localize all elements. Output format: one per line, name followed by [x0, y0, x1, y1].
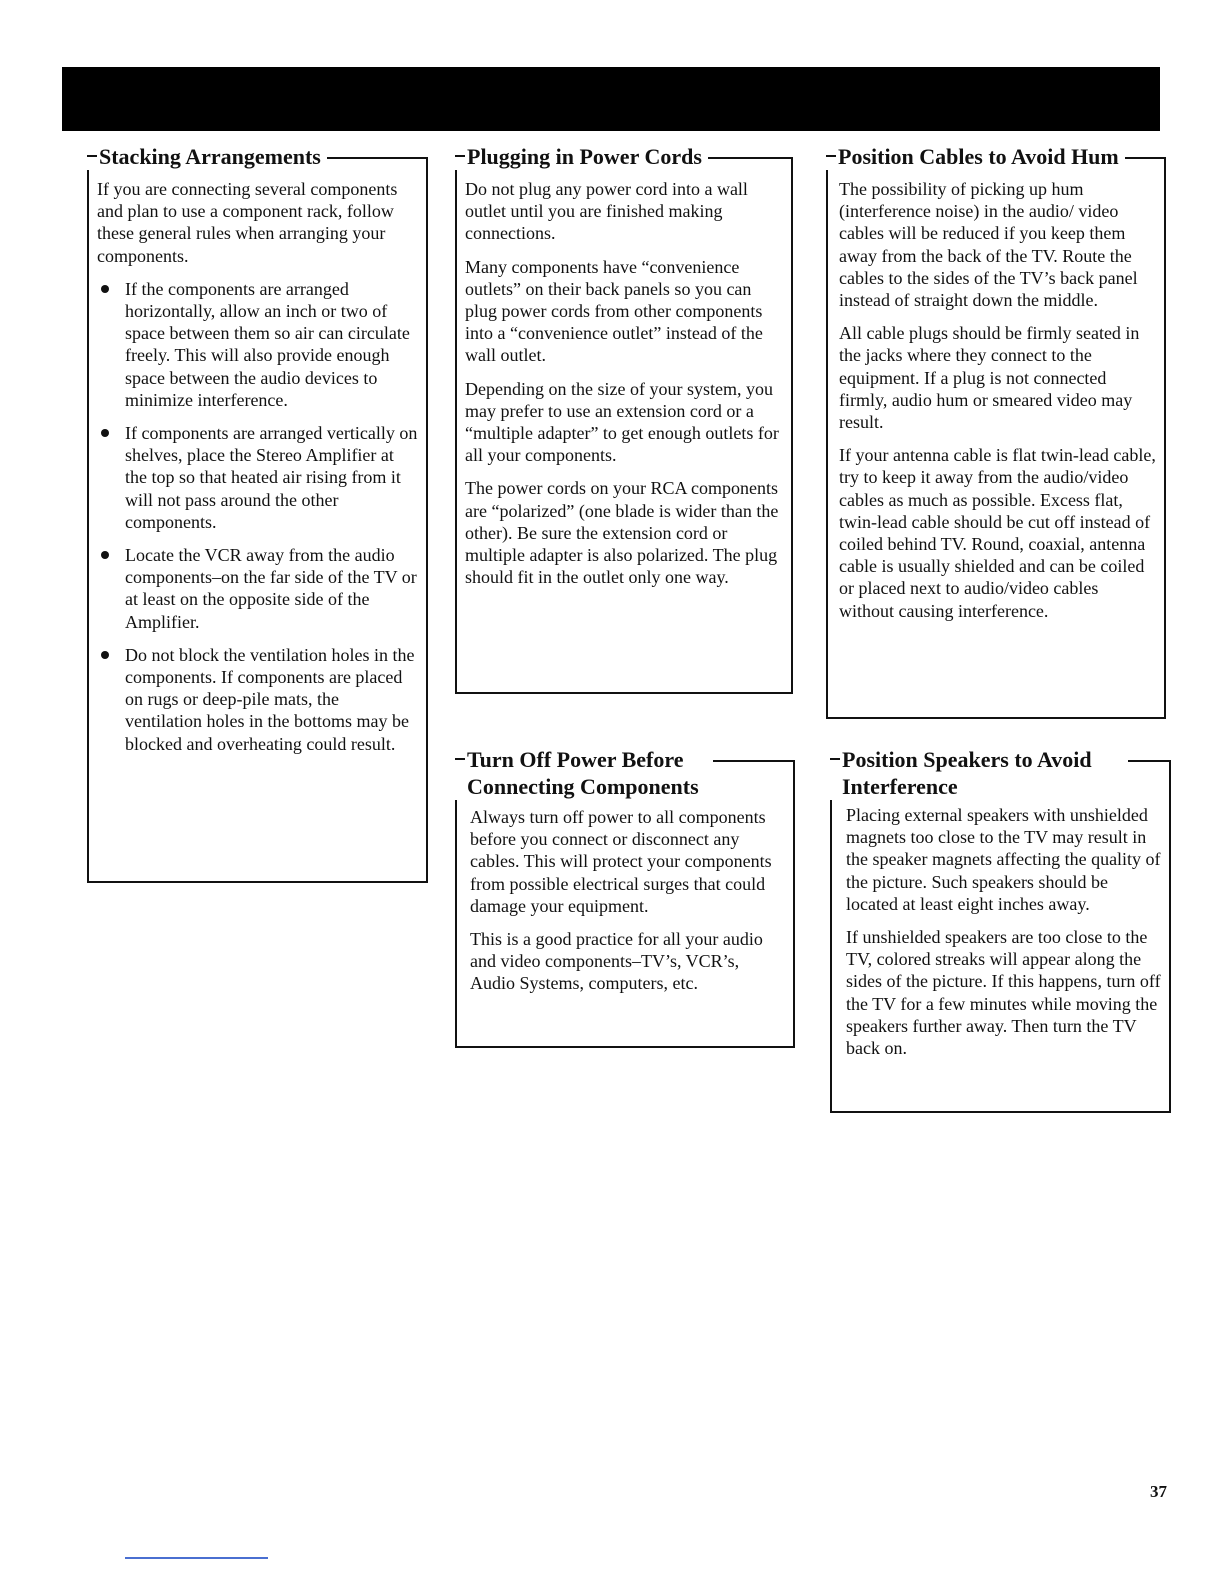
paragraph: Always turn off power to all components before you connect or disconnect any cables. This will protect your components from possible electrical surges that could damage your equipment.	[470, 807, 772, 916]
stacking-rules-list	[97, 278, 418, 755]
stacking-arrangements-title: Stacking Arrangements	[85, 143, 327, 170]
turn-off-power-title: Turn Off Power Before Connecting Components	[453, 746, 713, 800]
paragraph: Many components have “convenience outlets” on their back panels so you can plug power cords from other components into a “convenience outlet” instead of the wall outlet.	[465, 256, 763, 366]
turn-off-power-box	[455, 747, 795, 1048]
bullet-icon	[101, 551, 109, 559]
paragraph: If unshielded speakers are too close to the TV, colored streaks will appear along the sides of the picture. If this happens, turn off the TV for a few minutes while moving the speakers further away. Then turn the TV back on.	[846, 927, 1161, 1059]
paragraph: All cable plugs should be firmly seated in the jacks where they connect to the equipment. If a plug is not connected firmly, audio hum or smeared video may result.	[839, 323, 1140, 433]
paragraph: The possibility of picking up hum (interference noise) in the audio/ video cables will be reduced if you keep them away from the back of the TV. Route the cables to the sides of the TV’s back panel instead of straight down the middle.	[839, 179, 1138, 311]
cables-hum-body	[828, 159, 1164, 622]
bullet-icon	[101, 651, 109, 659]
page-number: 37	[1150, 1482, 1167, 1501]
power-cords-box	[455, 144, 793, 694]
list-item	[97, 644, 418, 755]
footer-divider	[125, 1557, 268, 1559]
list-item	[97, 422, 418, 533]
list-item-text: If components are arranged vertically on shelves, place the Stereo Amplifier at the top so that heated air rising from it will not pass around the other components.	[125, 423, 418, 532]
speakers-body	[832, 762, 1169, 1059]
paragraph: Do not plug any power cord into a wall outlet until you are finished making connections.	[465, 179, 748, 244]
bullet-icon	[101, 285, 109, 293]
header-bar	[62, 67, 1160, 131]
list-item	[97, 278, 418, 411]
list-item-text: Do not block the ventilation holes in the components. If components are placed on rugs or deep-pile mats, the ventilation holes in the bottoms may be blocked and overheating could result.	[125, 644, 415, 754]
power-cords-body	[457, 159, 791, 588]
list-item-text: If the components are arranged horizontally, allow an inch or two of space between them so air can circulate freely. This will also provide enough space between the audio devices to minimize interference.	[125, 278, 410, 410]
paragraph: Depending on the size of your system, you may prefer to use an extension cord or a “multiple adapter” to get enough outlets for all your components.	[465, 378, 779, 466]
speakers-title: Position Speakers to Avoid Interference	[828, 746, 1128, 800]
stacking-arrangements-box	[87, 144, 428, 883]
speakers-box	[830, 747, 1171, 1113]
paragraph: Placing external speakers with unshielded magnets too close to the TV may result in the speaker magnets affecting the quality of the picture. Such speakers should be located at least eight inches away.	[846, 805, 1161, 914]
paragraph: This is a good practice for all your audio and video components–TV’s, VCR’s, Audio Systems, computers, etc.	[470, 929, 763, 994]
paragraph: The power cords on your RCA components are “polarized” (one blade is wider than the other). Be sure the extension cord or multiple adapter is also polarized. The plug should fit in the outlet only one way.	[465, 478, 779, 588]
list-item	[97, 544, 418, 633]
stacking-intro: If you are connecting several components and plan to use a component rack, follow these general rules when arranging your components.	[97, 179, 398, 266]
cables-hum-title: Position Cables to Avoid Hum	[824, 143, 1125, 170]
stacking-arrangements-body	[89, 159, 426, 755]
power-cords-title: Plugging in Power Cords	[453, 143, 708, 170]
cables-hum-box	[826, 144, 1166, 719]
paragraph: If your antenna cable is flat twin-lead cable, try to keep it away from the audio/video cables as much as possible. Excess flat, twin-lead cable should be cut off instead of coiled behind TV. Round, coaxial, antenna cable is usually shielded and can be coiled or placed next to audio/video cables without causing interference.	[839, 445, 1156, 621]
bullet-icon	[101, 429, 109, 437]
list-item-text: Locate the VCR away from the audio components–on the far side of the TV or at least on the opposite side of the Amplifier.	[125, 545, 417, 632]
